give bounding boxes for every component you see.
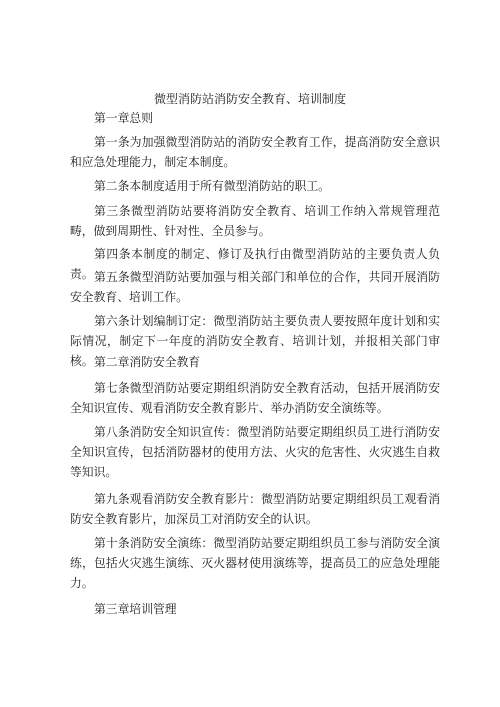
article-9: 第九条观看消防安全教育影片：微型消防站要定期组织员工观看消防安全教育影片，加深员工对消防安全的认识。	[70, 492, 440, 526]
article-5: 第五条微型消防站要加强与相关部门和单位的合作，共同开展消防安全教育、培训工作。	[70, 270, 440, 304]
article-4: 第四条本制度的制定、修订及执行由微型消防站的主要负责人负责。	[70, 247, 440, 281]
document-title: 微型消防站消防安全教育、培训制度	[153, 92, 346, 106]
article-1: 第一条为加强微型消防站的消防安全教育工作，提高消防安全意识和应急处理能力，制定本制度。	[70, 135, 440, 169]
chapter-3-heading: 第三章培训管理	[94, 602, 177, 616]
article-8: 第八条消防安全知识宣传：微型消防站要定期组织员工进行消防安全知识宣传，包括消防器材的使用方法、火灾的危害性、火灾逃生自救等知识。	[70, 425, 440, 479]
chapter-1-heading: 第一章总则	[94, 111, 153, 125]
chapter-2-heading: 第二章消防安全教育	[94, 355, 201, 369]
article-10: 第十条消防安全演练：微型消防站要定期组织员工参与消防安全演练，包括火灾逃生演练、灭火器材使用演练等，提高员工的应急处理能力。	[70, 536, 440, 590]
article-3: 第三条微型消防站要将消防安全教育、培训工作纳入常规管理范畴，做到周期性、针对性、全员参与。	[70, 204, 440, 238]
article-7: 第七条微型消防站要定期组织消防安全教育活动，包括开展消防安全知识宣传、观看消防安全教育影片、举办消防安全演练等。	[70, 381, 440, 415]
article-2: 第二条本制度适用于所有微型消防站的职工。	[94, 179, 330, 193]
article-6: 第六条计划编制订定：微型消防站主要负责人要按照年度计划和实际情况，制定下一年度的消防安全教育、培训计划，并报相关部门审核。	[70, 314, 440, 368]
